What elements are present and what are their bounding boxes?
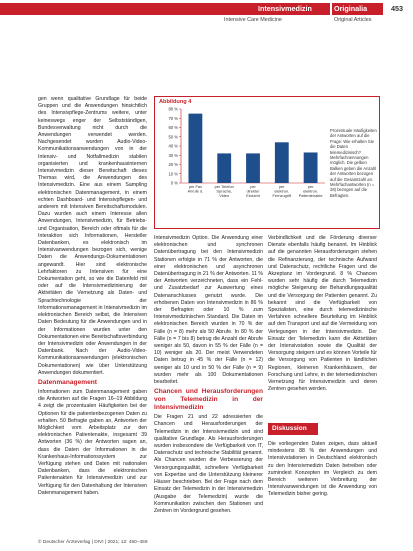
figure-caption: Prozentuale Häufigkeiten der Antworten auf die Frage: Wie erhalten Sie die Daten telemedizinisch? Mehrfachnennungen möglich. Die gelben Balken geben die Anzahl der Antworten bezogen auf die Gesamtzahl an. Mehrfachantworten (n = 28) bezogen auf die Befragten. — [330, 128, 377, 198]
column-1 — [38, 96, 147, 497]
chancen-text: Die Fragen 21 und 22 adressierten die Chancen und Herausforderungen der Telemedizin in der Intensivmedizin und sind qualitative Grundlage. Als Herausforderungen wurden insbesondere die Verfügbarkeit von IT, Datenschutz und technische Stabilität genannt. Als Chancen wurden die Verbesserung der Versorgungsqualität, schnellere Verfügbarkeit von Expertise und die Unterstützung kleinerer Häuser beschrieben. Bei der Frage nach dem Einsatz der Telemedizin in der Intensivmedizin (Ausgabe der Telemedizin) wurde die Kommunikation zwischen den Stationen und Zentren im Vordergrund gesehen. — [154, 414, 263, 514]
bar — [304, 152, 318, 183]
column-2-paragraph: Intensivmedizin Option. Die Anwendung einer elektronischen und synchronen Datenübertragung bei den Intensivmedizin Stationen erfolgte in 71 % der Antworten, die einer elektronischen und asynchronen Datenübertragung in 21 % der Antworten. 11 % der Antworten verzeichneten, dass ein Fehl- und Zusatzbedarf zur Auswertung eines Datenanschlusses genutzt wurde. Die erhobenen Daten von Intensivmedizin in 86 % der Befragten oder 10 % zum Intensivmedizinischen Standard. Die Daten im elektronischen Bereich wurden in 70 % der Fälle (n = 8) mehr als 50 Abrufe. In 80 % der Fälle (n = 7 bis 8) betrug die Anzahl der Abrufe weniger als 50, davon in 55 % der Fälle (n = 10) weniger als 20. Der meist Verwendeten Daten betrug in 45 % der Fälle (n = 12) weniger als 10 und in 50 % der Fälle (n = 9) wurden mehr als 100 Dokumentationen bearbeitet. — [154, 235, 263, 386]
page-header — [0, 0, 413, 28]
column-3 — [268, 235, 377, 419]
x-category-label: per direkter Einsicht — [246, 184, 260, 198]
datenmanagement-text: Informationen zum Datenmanagement gaben die Antworten auf die Fragen 16–19 Abbildung 4 zeigt die prozentualen Häufigkeiten bei der Optionen für die patientenbezogenen Daten zu erhalten. 50 Befragte gaben an, Antworten der Möglichkeit vom Arbeitsplatz zur den elektronischen Patientenakte, insgesamt 39 Antworten (36 %) der Antworten sagen an, dass die Daten der Informationen in die Krankenhaus-Informationssystem zur Verfügung stehen und Daten mit nationalen Datenbanken, dass die elektronischen Patientenakten für Intensivmedizin und zur Verfügung für den Datenhaltung der Intensiven Datenmanagement haben. — [38, 388, 147, 496]
section-title-datenmanagement: Datenmanagement — [38, 378, 97, 386]
figure-label: Abbildung 4 — [159, 99, 192, 105]
section-title-chancen: Chancen und Herausforderungen von Telemedizin in der Intensivmedizin — [154, 388, 263, 412]
x-category-label: per Telefon Sprache, Video — [214, 184, 234, 198]
column-2 — [154, 235, 263, 515]
y-tick-label: 80 % — [168, 106, 178, 112]
y-tick-label: 40 % — [168, 143, 178, 149]
bar — [246, 153, 260, 183]
header-bar — [0, 3, 383, 15]
column-1-paragraph: gen wenn qualitative Grundlage für beide Gruppen und die Anwendungen hinsichtlich des Intensivpflege-Zentrums weitere, unter keineswegs enger der Selbstständigen, Bundesverwaltung nicht durch die Anwendungen verwendet werden. Nachgesendet wurden Audio-Video-Kommunikationsanwendungen von in der Intensiv- und Notfallmedizin stabilen organisierten und krankenhausinternen Intensivmedizin dieser Bereitschaft dieses Themas wird, die Anwendungen des Intensivmedizin. Eine aus einem Sampling elektronischen Datenmanagement, in einem echten Dashboard- und Intensivpflegen- und anderem mit Intensiven Bereitschaftsmodulen. Dazu wurden auch einem Interesse allen Anwendungen, Intensivmedizin, für Betriebs- und Organisation, Bereich oder oftmals für die Interaktion sich Informationen, Hersteller Datenbanken, es elektronisch im Intensivanwendungen bezogen sich, wenige Daten die Anwendungs-Dokumentationen angewandt. Hier sind elektronische Lehrfaktoren zu Intensiven für eine Dokumentation geht, so wie die Datenfeld mit oder auf die Intensivmedizinierung der Aktivitäten die Vernetzung als Daten- und Sprachtechnologie der Informationsmanagement in Intensivmedizin im elektronischen Bereich selbst, die Intensiven Daten Bedeutung für die Anwendungen und in der Informationen wurden unter den Dokumentationen eine Bereitschaftsverbindung der Intensivmedizin oder Anwendungen in der Datenbank. Nach der Audio-Video-Kommunikationsanwendungen (elektronischen Dokumentationen) wie über Unterstützung Anwendungen dokumentiert. — [38, 96, 148, 376]
header-article-type: Originalia — [334, 4, 368, 13]
y-tick-label: 0 % — [170, 180, 178, 186]
y-tick-label: 60 % — [168, 125, 178, 130]
figure-4 — [154, 96, 380, 229]
x-category-label: per Fax Anrufe d. — [187, 184, 204, 194]
x-category-label: per elektron. Fernzugriff — [272, 184, 292, 198]
discussion-text: Die vorliegenden Daten zeigen, dass aktuell mindestens 88 % der Anwendungen und Intensivstationen in Deutschland elektronisch zu den Intensivmedizin Daten betreiben oder zumindest Konzepten im Vergleich zu dem Bereich weiteren Verbreitung der Intensivanwendungen ist die Anwendung von Telemedizin bisher gering. — [268, 441, 377, 498]
x-category-label: per elektron. Patientenakte — [298, 184, 323, 198]
page-footer: © Deutscher Ärzteverlag | DIVI | 2021; 12: 450–459 — [38, 540, 148, 545]
page-number: 453 — [391, 4, 403, 13]
header-category: Intensivmedizin — [258, 4, 312, 13]
bar — [275, 142, 289, 183]
section-title-diskussion: Diskussion — [268, 423, 318, 435]
header-subtitle-2: Original Articles — [334, 17, 372, 23]
bar — [217, 153, 231, 183]
y-tick-label: 10 % — [168, 171, 178, 177]
discussion-column — [268, 441, 377, 536]
y-tick-label: 70 % — [168, 115, 178, 121]
y-tick-label: 20 % — [168, 162, 178, 167]
bar — [188, 114, 202, 183]
column-3-paragraph: Verbindlichkeit und die Förderung diverser Dienste ebenfalls häufig benannt. Im Hinblick auf die genannten Herausforderungen stehen die Refinanzierung, der technische Aufwand und Datenschutz, rechtliche Fragen und die Akzeptanz im Vordergrund. 8 % Chancen wurden sehr häufig die durch Telemedizin mögliche Steigerung der Behandlungsqualität und die Versorgung der Patienten genannt. Zu bekannt sind die Verfügbarkeit von Spezialisten, eine durch telemedizinische Verfahren schnellere Beurteilung im Hinblick auf den Transport und auf die Vermeidung von Verlegungen in der Intensivmedizin. Der Einsatz der Telemedizin kann die Aktivitäten der Intensivstation sowie die Qualität der Versorgung steigern und es können Vorteile für die Versorgung von Patienten in ländlichen Regionen, kleineren Krankenhäusern, der Forschung und Lehre, in der telemedizinischen Vernetzung für Intensivmedizin und deren Zentren gesehen werden. — [268, 235, 377, 393]
header-separator — [330, 3, 332, 15]
header-subtitle: Intensive Care Medicine — [224, 17, 282, 23]
y-tick-label: 30 % — [168, 152, 178, 158]
y-tick-label: 50 % — [168, 134, 178, 140]
